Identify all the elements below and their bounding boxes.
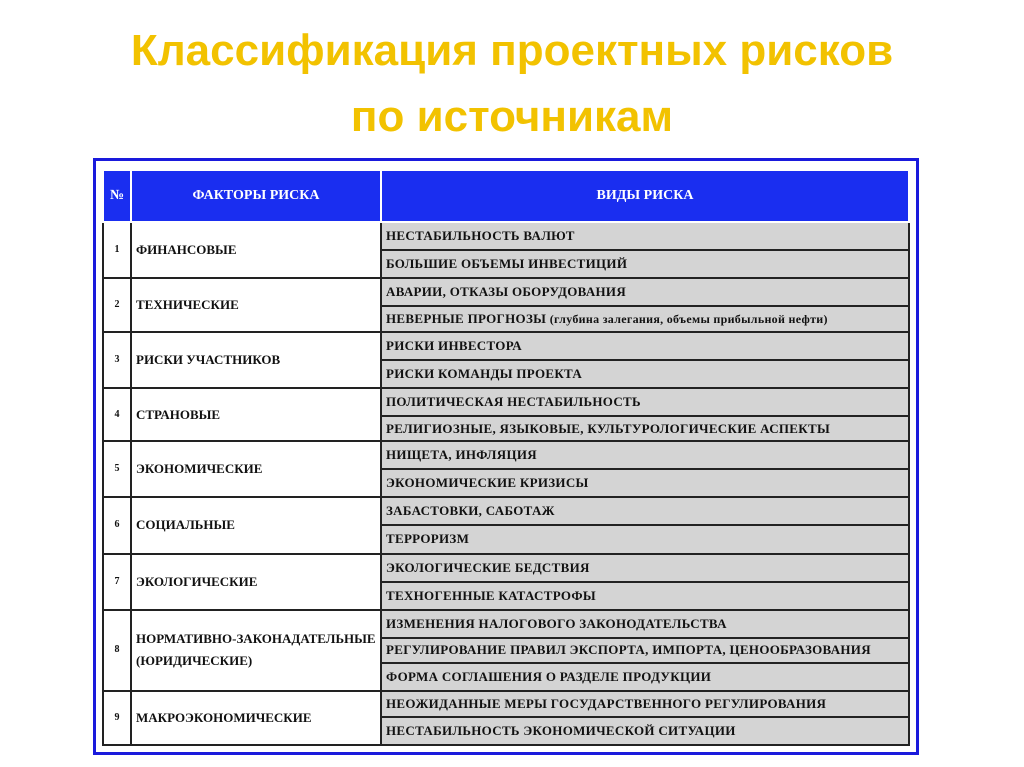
risk-type: ТЕХНОГЕННЫЕ КАТАСТРОФЫ — [381, 582, 909, 610]
risk-type: РИСКИ ИНВЕСТОРА — [381, 332, 909, 360]
risk-type: НЕСТАБИЛЬНОСТЬ ВАЛЮТ — [381, 222, 909, 250]
risk-type: РЕГУЛИРОВАНИЕ ПРАВИЛ ЭКСПОРТА, ИМПОРТА, ЦЕНООБРАЗОВАНИЯ — [381, 638, 909, 664]
row-num: 7 — [103, 554, 131, 610]
risk-type: ЭКОНОМИЧЕСКИЕ КРИЗИСЫ — [381, 469, 909, 497]
header-factors: ФАКТОРЫ РИСКА — [131, 170, 381, 222]
table-row — [103, 554, 909, 582]
risk-type: ЗАБАСТОВКИ, САБОТАЖ — [381, 497, 909, 525]
risk-factor: ЭКОНОМИЧЕСКИЕ — [131, 441, 381, 497]
risk-factor: ФИНАНСОВЫЕ — [131, 222, 381, 278]
risk-factor: НОРМАТИВНО-ЗАКОНАДАТЕЛЬНЫЕ (ЮРИДИЧЕСКИЕ) — [131, 610, 381, 692]
row-num: 3 — [103, 332, 131, 388]
header-num: № — [103, 170, 131, 222]
table-row — [103, 610, 909, 638]
risk-type: РИСКИ КОМАНДЫ ПРОЕКТА — [381, 360, 909, 388]
table-row — [103, 222, 909, 250]
header-types: ВИДЫ РИСКА — [381, 170, 909, 222]
risk-factor: МАКРОЭКОНОМИЧЕСКИЕ — [131, 691, 381, 745]
risk-type: НИЩЕТА, ИНФЛЯЦИЯ — [381, 441, 909, 469]
page-title — [0, 18, 1024, 150]
row-num: 6 — [103, 497, 131, 553]
risk-table-frame — [93, 158, 919, 755]
risk-type: РЕЛИГИОЗНЫЕ, ЯЗЫКОВЫЕ, КУЛЬТУРОЛОГИЧЕСКИЕ АСПЕКТЫ — [381, 416, 909, 442]
table-row — [103, 441, 909, 469]
risk-type: НЕВЕРНЫЕ ПРОГНОЗЫ — [386, 310, 547, 326]
risk-type: НЕОЖИДАННЫЕ МЕРЫ ГОСУДАРСТВЕННОГО РЕГУЛИРОВАНИЯ — [381, 691, 909, 717]
risk-type: ТЕРРОРИЗМ — [381, 525, 909, 553]
risk-type-with-note — [381, 306, 909, 332]
row-num: 8 — [103, 610, 131, 692]
row-num: 9 — [103, 691, 131, 745]
table-row — [103, 497, 909, 525]
risk-type: НЕСТАБИЛЬНОСТЬ ЭКОНОМИЧЕСКОЙ СИТУАЦИИ — [381, 717, 909, 745]
risk-type: ФОРМА СОГЛАШЕНИЯ О РАЗДЕЛЕ ПРОДУКЦИИ — [381, 663, 909, 691]
table-row — [103, 388, 909, 416]
risk-type: БОЛЬШИЕ ОБЪЕМЫ ИНВЕСТИЦИЙ — [381, 250, 909, 278]
table-row — [103, 278, 909, 306]
risk-factor: ЭКОЛОГИЧЕСКИЕ — [131, 554, 381, 610]
table-row — [103, 691, 909, 717]
risk-factor: ТЕХНИЧЕСКИЕ — [131, 278, 381, 332]
row-num: 1 — [103, 222, 131, 278]
risk-type: АВАРИИ, ОТКАЗЫ ОБОРУДОВАНИЯ — [381, 278, 909, 306]
row-num: 5 — [103, 441, 131, 497]
row-num: 2 — [103, 278, 131, 332]
risk-type: ЭКОЛОГИЧЕСКИЕ БЕДСТВИЯ — [381, 554, 909, 582]
title-line-1: Классификация проектных рисков — [130, 26, 894, 75]
risk-factor: СОЦИАЛЬНЫЕ — [131, 497, 381, 553]
risk-factor: РИСКИ УЧАСТНИКОВ — [131, 332, 381, 388]
risk-factor: СТРАНОВЫЕ — [131, 388, 381, 442]
risk-type-note: (глубина залегания, объемы прибыльной нефти) — [549, 311, 828, 326]
title-line-2: по источникам — [350, 92, 674, 141]
row-num: 4 — [103, 388, 131, 442]
table-header-row — [103, 170, 909, 222]
table-row — [103, 332, 909, 360]
risk-type: ИЗМЕНЕНИЯ НАЛОГОВОГО ЗАКОНОДАТЕЛЬСТВА — [381, 610, 909, 638]
risk-table — [102, 169, 910, 746]
risk-type: ПОЛИТИЧЕСКАЯ НЕСТАБИЛЬНОСТЬ — [381, 388, 909, 416]
